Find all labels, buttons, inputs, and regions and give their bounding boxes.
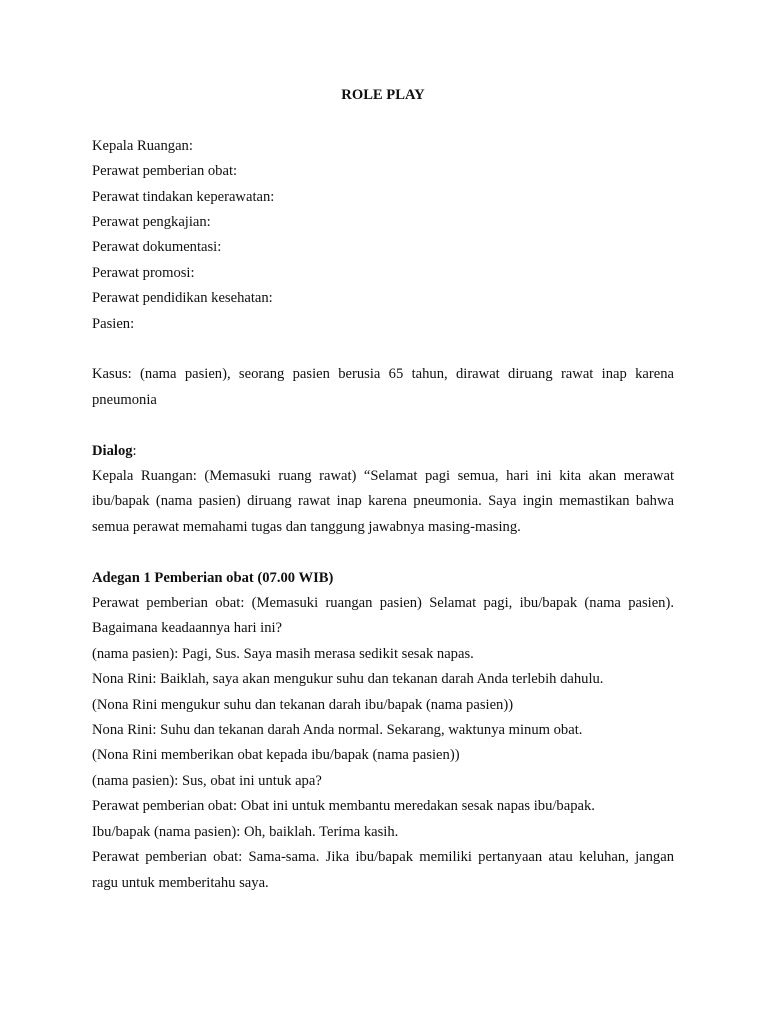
- dialog-line: Perawat pemberian obat: Obat ini untuk membantu meredakan sesak napas ibu/bapak.: [92, 798, 595, 815]
- spacer: [92, 413, 674, 438]
- dialog-heading-label: Dialog: [92, 442, 133, 459]
- document-page: [92, 83, 674, 896]
- case-paragraph: Kasus: (nama pasien), seorang pasien berusia 65 tahun, dirawat diruang rawat inap karena pneumonia: [92, 366, 674, 408]
- dialog-line: Perawat pemberian obat: (Memasuki ruangan pasien) Selamat pagi, ibu/bapak (nama pasien). Bagaimana keadaannya hari ini?: [92, 595, 674, 637]
- role-item: Kepala Ruangan:: [92, 137, 193, 154]
- dialog-line: Perawat pemberian obat: Sama-sama. Jika ibu/bapak memiliki pertanyaan atau keluhan, jangan ragu untuk memberitahu saya.: [92, 849, 674, 891]
- dialog-heading-colon: :: [132, 442, 137, 459]
- dialog-line: (nama pasien): Sus, obat ini untuk apa?: [92, 772, 322, 789]
- role-item: Perawat pendidikan kesehatan:: [92, 290, 273, 307]
- dialog-line: Nona Rini: Suhu dan tekanan darah Anda normal. Sekarang, waktunya minum obat.: [92, 722, 583, 739]
- dialog-line: (Nona Rini mengukur suhu dan tekanan darah ibu/bapak (nama pasien)): [92, 696, 514, 713]
- role-item: Perawat pemberian obat:: [92, 163, 238, 180]
- role-list: [92, 134, 674, 337]
- dialog-line: Nona Rini: Baiklah, saya akan mengukur suhu dan tekanan darah Anda terlebih dahulu.: [92, 671, 604, 688]
- dialog-line: (nama pasien): Pagi, Sus. Saya masih merasa sedikit sesak napas.: [92, 645, 474, 662]
- dialog-line: (Nona Rini memberikan obat kepada ibu/bapak (nama pasien)): [92, 747, 460, 764]
- document-title: ROLE PLAY: [341, 87, 425, 103]
- dialog-opening: Kepala Ruangan: (Memasuki ruang rawat) “Selamat pagi semua, hari ini kita akan merawat ibu/bapak (nama pasien) diruang rawat inap karena pneumonia. Saya ingin memastikan bahwa semua perawat memahami tugas dan tanggung jawabnya masing-masing.: [92, 468, 674, 535]
- role-item: Perawat pengkajian:: [92, 214, 211, 230]
- role-item: Perawat tindakan keperawatan:: [92, 188, 275, 205]
- role-item: Perawat promosi:: [92, 264, 195, 281]
- dialog-heading: [92, 439, 674, 464]
- spacer: [92, 540, 674, 565]
- dialog-line: Ibu/bapak (nama pasien): Oh, baiklah. Terima kasih.: [92, 823, 399, 840]
- scene1-heading: Adegan 1 Pemberian obat (07.00 WIB): [92, 569, 334, 586]
- spacer: [92, 337, 674, 362]
- role-item: Pasien:: [92, 315, 135, 332]
- role-item: Perawat dokumentasi:: [92, 239, 222, 256]
